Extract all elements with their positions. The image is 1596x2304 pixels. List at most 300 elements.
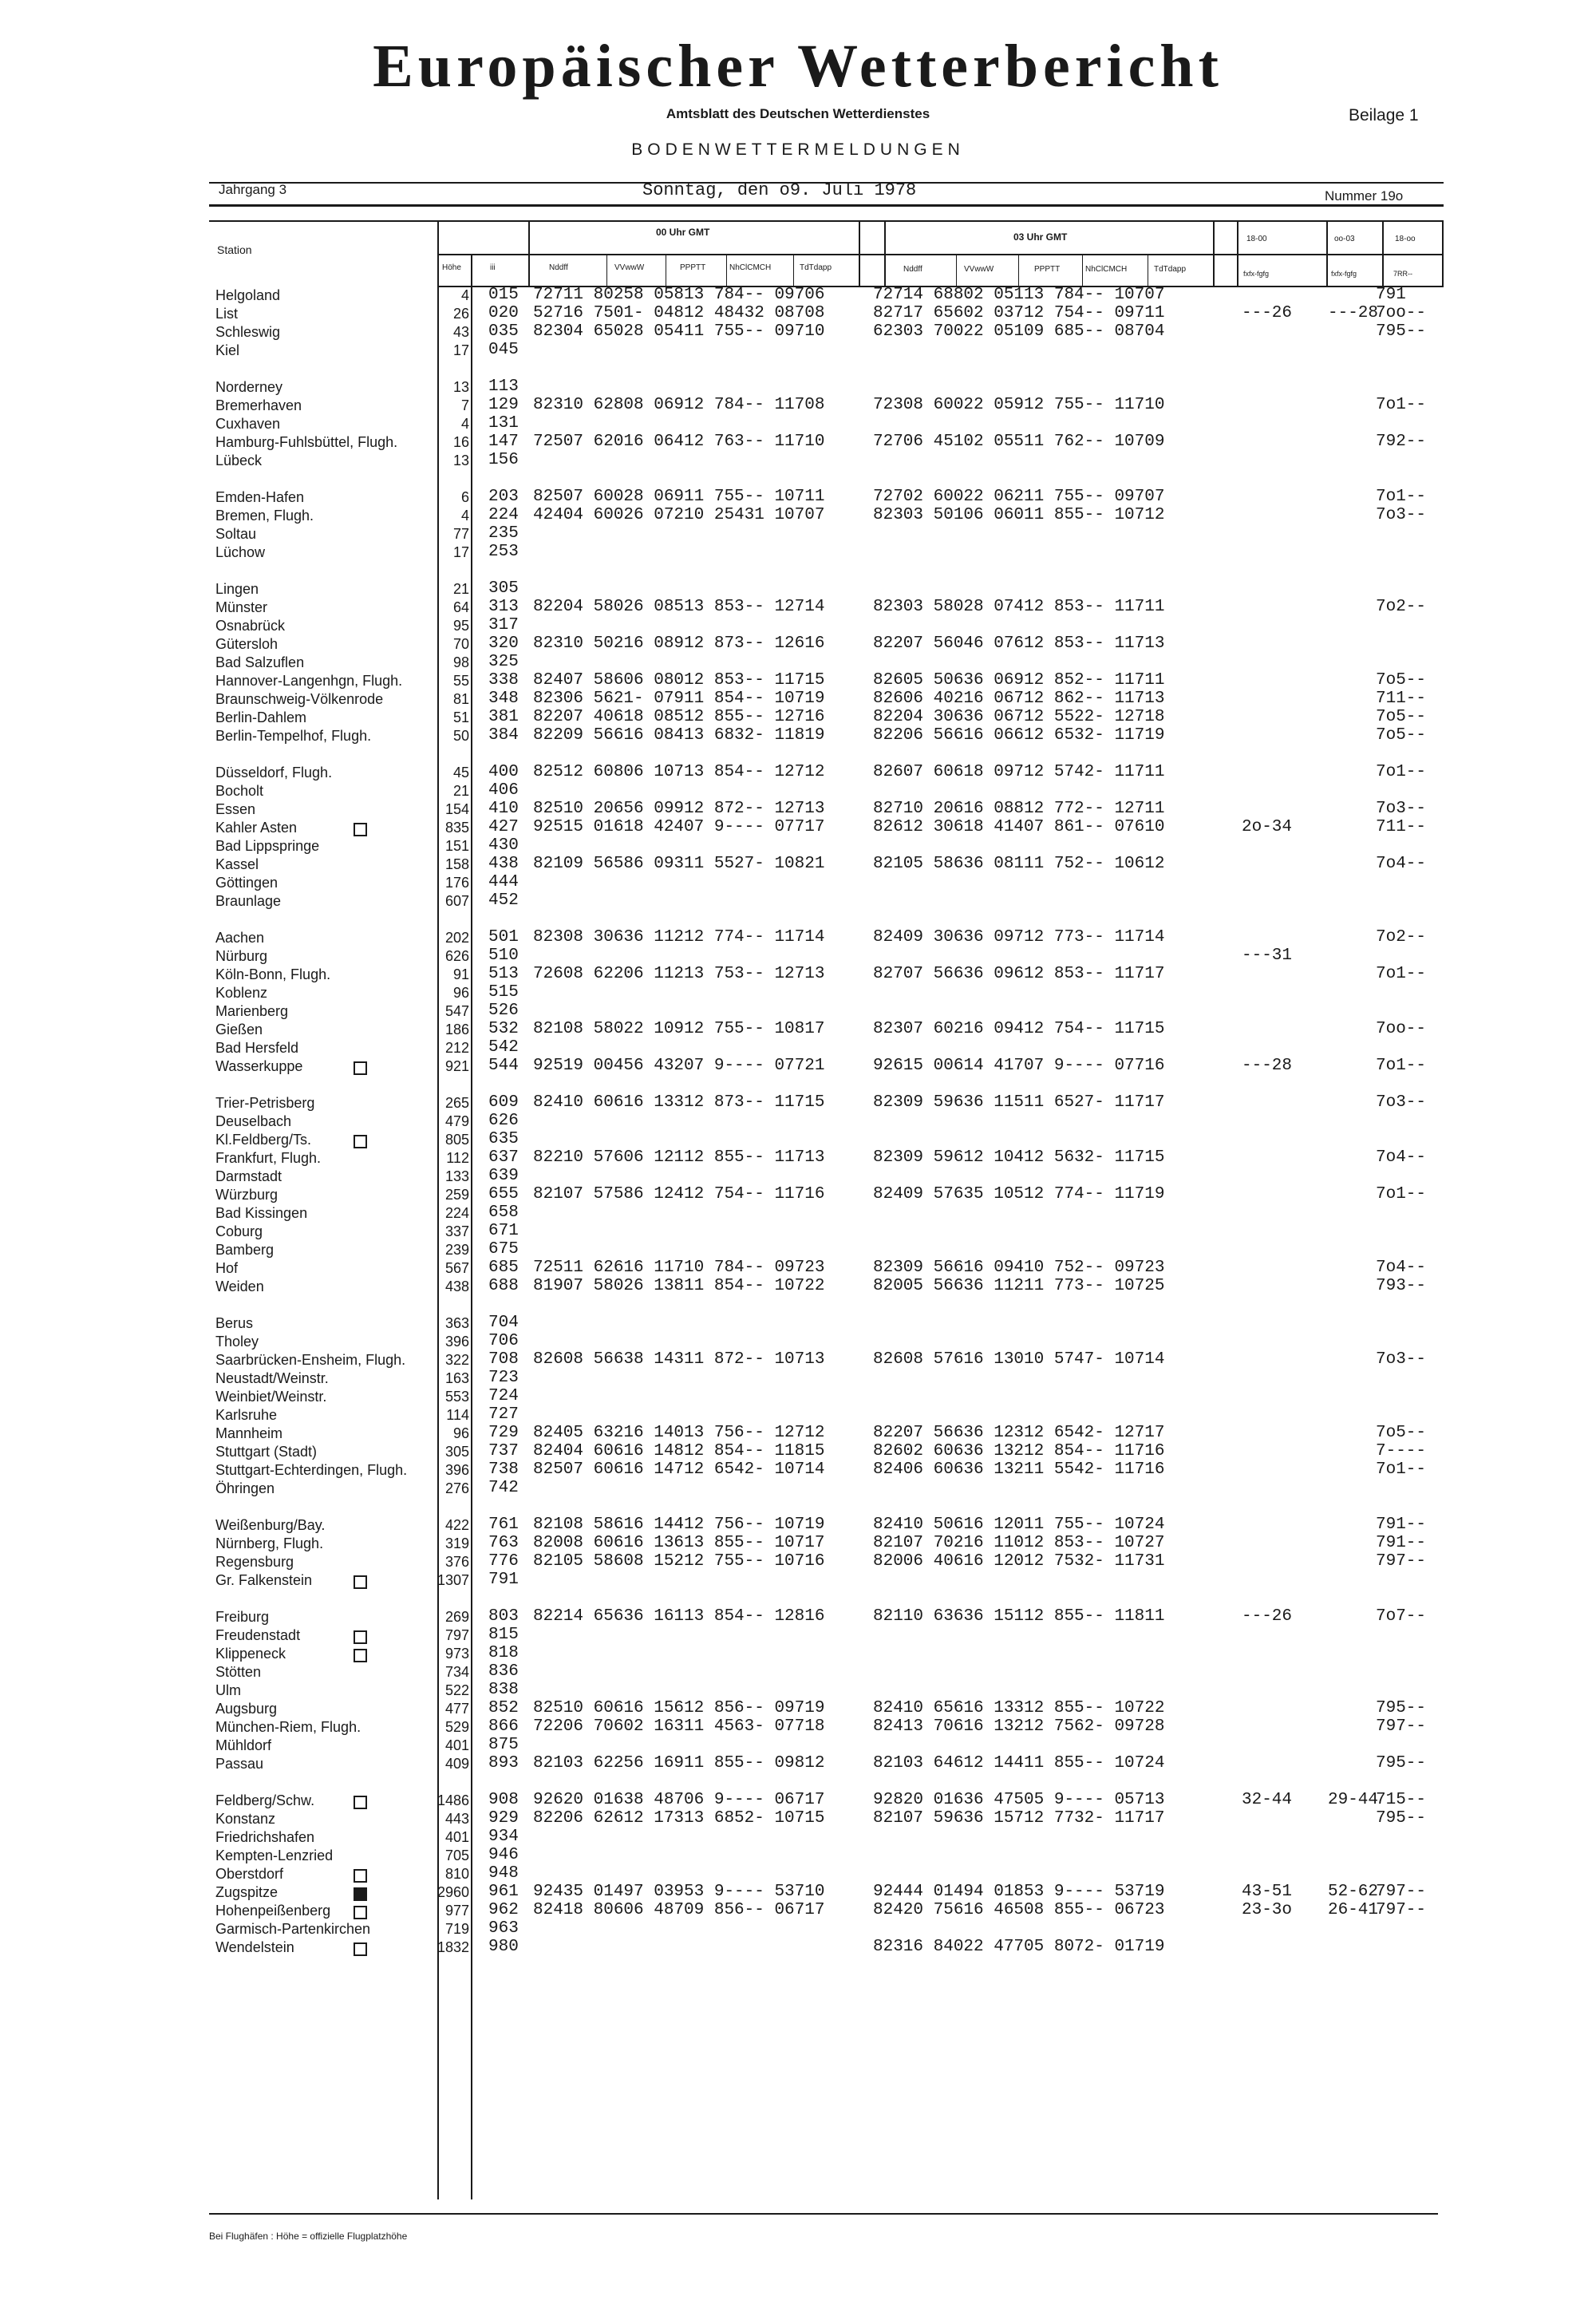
station-iii: 818 — [488, 1644, 519, 1662]
station-name: Aachen — [215, 930, 265, 946]
obs-00-gmt: 82204 58026 08513 853-- 12714 — [533, 598, 825, 616]
station-height: 719 — [444, 1921, 469, 1937]
station-name: Trier-Petrisberg — [215, 1095, 315, 1111]
station-iii: 962 — [488, 1901, 519, 1919]
header-03-tdtd: TdTdapp — [1154, 265, 1187, 274]
col-divider-iii — [528, 220, 530, 287]
subcol-divider — [1082, 255, 1083, 286]
station-iii: 934 — [488, 1828, 519, 1846]
station-name: Klippeneck — [215, 1646, 286, 1662]
station-iii: 658 — [488, 1203, 519, 1222]
station-iii: 723 — [488, 1369, 519, 1387]
station-iii: 430 — [488, 836, 519, 855]
station-height: 396 — [444, 1462, 469, 1478]
station-name: Karlsruhe — [215, 1407, 278, 1423]
station-height: 835 — [444, 820, 469, 836]
extra-r3: 7o3-- — [1376, 800, 1427, 818]
station-name: Zugspitze — [215, 1884, 279, 1900]
extra-r3: 711-- — [1376, 818, 1427, 836]
obs-03-gmt: 82717 65602 03712 754-- 09711 — [873, 304, 1165, 322]
station-height: 973 — [444, 1646, 469, 1662]
station-name: Mannheim — [215, 1425, 283, 1441]
filled-square-icon — [354, 1887, 367, 1901]
station-name: Frankfurt, Flugh. — [215, 1150, 322, 1166]
obs-03-gmt: 82409 30636 09712 773-- 11714 — [873, 928, 1165, 946]
station-height: 4 — [460, 416, 469, 432]
obs-00-gmt: 82207 40618 08512 855-- 12716 — [533, 708, 825, 726]
station-iii: 305 — [488, 579, 519, 598]
station-name: Gr. Falkenstein — [215, 1572, 313, 1588]
station-height: 805 — [444, 1132, 469, 1148]
station-name: Kiel — [215, 342, 240, 358]
footer-note: Bei Flughäfen : Höhe = offizielle Flugplatzhöhe — [209, 2231, 408, 2242]
station-name: Coburg — [215, 1223, 263, 1239]
extra-r2: ---28 — [1328, 304, 1379, 322]
station-iii: 946 — [488, 1846, 519, 1864]
station-iii: 609 — [488, 1093, 519, 1112]
station-iii: 544 — [488, 1057, 519, 1075]
station-name: Regensburg — [215, 1554, 294, 1570]
square-icon — [354, 1942, 367, 1956]
station-name: Nürnberg, Flugh. — [215, 1535, 324, 1551]
station-name: Lüchow — [215, 544, 266, 560]
extra-r3: 7o1-- — [1376, 1185, 1427, 1203]
station-iii: 635 — [488, 1130, 519, 1148]
square-icon — [354, 1906, 367, 1919]
obs-00-gmt: 82310 50216 08912 873-- 12616 — [533, 634, 825, 653]
station-name: Hof — [215, 1260, 239, 1276]
obs-03-gmt: 82608 57616 13010 5747- 10714 — [873, 1350, 1165, 1369]
extra-r3: 791-- — [1376, 1534, 1427, 1552]
station-iii: 526 — [488, 1002, 519, 1020]
subtitle: Amtsblatt des Deutschen Wetterdienstes — [666, 106, 930, 121]
obs-00-gmt: 72507 62016 06412 763-- 11710 — [533, 433, 825, 451]
station-name: Essen — [215, 801, 256, 817]
station-height: 477 — [444, 1701, 469, 1717]
station-height: 202 — [444, 930, 469, 946]
station-iii: 737 — [488, 1442, 519, 1460]
station-iii: 675 — [488, 1240, 519, 1259]
station-height: 45 — [452, 765, 469, 781]
station-height: 17 — [452, 342, 469, 358]
station-name: Bad Salzuflen — [215, 654, 305, 670]
station-iii: 688 — [488, 1277, 519, 1295]
obs-00-gmt: 72608 62206 11213 753-- 12713 — [533, 965, 825, 983]
station-name: Lübeck — [215, 453, 263, 468]
obs-03-gmt: 82206 56616 06612 6532- 11719 — [873, 726, 1165, 745]
station-iii: 655 — [488, 1185, 519, 1203]
station-iii: 704 — [488, 1314, 519, 1332]
station-height: 114 — [446, 1407, 469, 1423]
obs-00-gmt: 82407 58606 08012 853-- 11715 — [533, 671, 825, 690]
station-height: 158 — [444, 856, 469, 872]
station-name: Darmstadt — [215, 1168, 282, 1184]
station-height: 16 — [452, 434, 469, 450]
station-height: 112 — [446, 1150, 469, 1166]
station-name: Emden-Hafen — [215, 489, 305, 505]
station-iii: 639 — [488, 1167, 519, 1185]
extra-r1: ---26 — [1242, 1607, 1293, 1626]
header-03-vvwww: VVwwW — [964, 265, 994, 274]
header-03-ppptt: PPPTT — [1034, 265, 1061, 274]
station-iii: 235 — [488, 524, 519, 543]
obs-03-gmt: 82413 70616 13212 7562- 09728 — [873, 1717, 1165, 1736]
extra-r2: 26-41 — [1328, 1901, 1379, 1919]
station-iii: 410 — [488, 800, 519, 818]
obs-03-gmt: 82406 60636 13211 5542- 11716 — [873, 1460, 1165, 1479]
extra-r3: 7o5-- — [1376, 708, 1427, 726]
obs-00-gmt: 82107 57586 12412 754-- 11716 — [533, 1185, 825, 1203]
station-iii: 253 — [488, 543, 519, 561]
station-iii: 313 — [488, 598, 519, 616]
station-height: 438 — [444, 1278, 469, 1294]
obs-03-gmt: 72714 68802 05113 784-- 10707 — [873, 286, 1165, 304]
extra-r3: 7o1-- — [1376, 1057, 1427, 1075]
station-iii: 400 — [488, 763, 519, 781]
station-name: Schleswig — [215, 324, 281, 340]
station-height: 2960 — [437, 1884, 469, 1900]
station-name: Berlin-Tempelhof, Flugh. — [215, 728, 372, 744]
header-iii: iii — [490, 263, 496, 272]
station-height: 396 — [444, 1334, 469, 1350]
obs-00-gmt: 82306 5621- 07911 854-- 10719 — [533, 690, 825, 708]
extra-r1: 43-51 — [1242, 1883, 1293, 1901]
station-iii: 763 — [488, 1534, 519, 1552]
station-iii: 875 — [488, 1736, 519, 1754]
station-iii: 045 — [488, 341, 519, 359]
extra-r3: 793-- — [1376, 1277, 1427, 1295]
station-iii: 852 — [488, 1699, 519, 1717]
obs-03-gmt: 82107 70216 11012 853-- 10727 — [873, 1534, 1165, 1552]
station-name: Stötten — [215, 1664, 262, 1680]
station-iii: 015 — [488, 286, 519, 304]
obs-03-gmt: 82420 75616 46508 855-- 06723 — [873, 1901, 1165, 1919]
extra-r3: 7o2-- — [1376, 928, 1427, 946]
obs-00-gmt: 82507 60616 14712 6542- 10714 — [533, 1460, 825, 1479]
col-divider-right — [1442, 220, 1444, 287]
station-iii: 542 — [488, 1038, 519, 1057]
extra-r3: 7o5-- — [1376, 1424, 1427, 1442]
station-name: Würzburg — [215, 1187, 279, 1203]
obs-00-gmt: 72711 80258 05813 784-- 09706 — [533, 286, 825, 304]
station-name: Bremerhaven — [215, 397, 302, 413]
station-name: Öhringen — [215, 1480, 275, 1496]
station-height: 376 — [444, 1554, 469, 1570]
obs-03-gmt: 82309 59612 10412 5632- 11715 — [873, 1148, 1165, 1167]
station-iii: 513 — [488, 965, 519, 983]
obs-00-gmt: 82109 56586 09311 5527- 10821 — [533, 855, 825, 873]
station-name: Garmisch-Partenkirchen — [215, 1921, 371, 1937]
extra-r1: ---28 — [1242, 1057, 1293, 1075]
station-iii: 961 — [488, 1883, 519, 1901]
station-iii: 761 — [488, 1516, 519, 1534]
obs-00-gmt: 82108 58022 10912 755-- 10817 — [533, 1020, 825, 1038]
col-divider-r3 — [1382, 220, 1384, 287]
obs-00-gmt: 82510 60616 15612 856-- 09719 — [533, 1699, 825, 1717]
station-height: 96 — [452, 1425, 469, 1441]
station-iii: 113 — [488, 377, 519, 396]
station-iii: 203 — [488, 488, 519, 506]
header-r1: 18-00 — [1246, 235, 1267, 243]
station-iii: 501 — [488, 928, 519, 946]
station-height: 50 — [452, 728, 469, 744]
extra-r3: 795-- — [1376, 1809, 1427, 1828]
table-mid-rule — [437, 254, 1444, 255]
station-height: 322 — [444, 1352, 469, 1368]
col-divider-gmt00 — [859, 220, 860, 287]
station-height: 95 — [452, 618, 469, 634]
station-height: 265 — [444, 1095, 469, 1111]
station-iii: 948 — [488, 1864, 519, 1883]
extra-r3: 795-- — [1376, 1754, 1427, 1772]
station-name: Passau — [215, 1756, 264, 1772]
obs-03-gmt: 82409 57635 10512 774-- 11719 — [873, 1185, 1165, 1203]
extra-r3: 7o2-- — [1376, 598, 1427, 616]
station-height: 70 — [452, 636, 469, 652]
station-name: Braunschweig-Völkenrode — [215, 691, 384, 707]
obs-03-gmt: 82606 40216 06712 862-- 11713 — [873, 690, 1165, 708]
extra-r2: 52-62 — [1328, 1883, 1379, 1901]
station-name: Bamberg — [215, 1242, 275, 1258]
station-name: Köln-Bonn, Flugh. — [215, 966, 331, 982]
station-name: Nürburg — [215, 948, 268, 964]
station-name: Hohenpeißenberg — [215, 1903, 331, 1919]
extra-r3: 7o3-- — [1376, 506, 1427, 524]
station-iii: 129 — [488, 396, 519, 414]
station-iii: 685 — [488, 1259, 519, 1277]
station-iii: 980 — [488, 1938, 519, 1956]
station-height: 96 — [452, 985, 469, 1001]
station-name: Bremen, Flugh. — [215, 508, 314, 524]
station-name: Saarbrücken-Ensheim, Flugh. — [215, 1352, 406, 1368]
station-height: 21 — [452, 581, 469, 597]
header-03-clouds: NhClCMCH — [1085, 265, 1128, 274]
header-00-nddff: Nddff — [549, 263, 568, 272]
station-name: Kempten-Lenzried — [215, 1848, 334, 1863]
station-iii: 452 — [488, 891, 519, 910]
header-r1b: fxfx-fgfg — [1243, 270, 1270, 278]
extra-r3: 7o1-- — [1376, 965, 1427, 983]
obs-00-gmt: 82304 65028 05411 755-- 09710 — [533, 322, 825, 341]
station-height: 151 — [444, 838, 469, 854]
extra-r3: 711-- — [1376, 690, 1427, 708]
station-height: 269 — [444, 1609, 469, 1625]
station-height: 305 — [444, 1444, 469, 1460]
station-height: 626 — [444, 948, 469, 964]
obs-00-gmt: 82310 62808 06912 784-- 11708 — [533, 396, 825, 414]
obs-03-gmt: 82309 56616 09410 752-- 09723 — [873, 1259, 1165, 1277]
obs-00-gmt: 82210 57606 12112 855-- 11713 — [533, 1148, 825, 1167]
square-icon — [354, 1649, 367, 1662]
extra-r1: 32-44 — [1242, 1791, 1293, 1809]
station-height: 51 — [452, 709, 469, 725]
station-name: Soltau — [215, 526, 257, 542]
extra-r1: ---26 — [1242, 304, 1293, 322]
station-name: Weinbiet/Weinstr. — [215, 1389, 327, 1405]
station-height: 133 — [444, 1168, 469, 1184]
extra-r3: 7o7-- — [1376, 1607, 1427, 1626]
station-name: Augsburg — [215, 1701, 278, 1717]
obs-03-gmt: 82710 20616 08812 772-- 12711 — [873, 800, 1165, 818]
obs-00-gmt: 82608 56638 14311 872-- 10713 — [533, 1350, 825, 1369]
station-iii: 020 — [488, 304, 519, 322]
station-iii: 035 — [488, 322, 519, 341]
station-height: 522 — [444, 1682, 469, 1698]
obs-03-gmt: 82005 56636 11211 773-- 10725 — [873, 1277, 1165, 1295]
station-name: Stuttgart-Echterdingen, Flugh. — [215, 1462, 408, 1478]
header-00-clouds: NhClCMCH — [729, 263, 772, 272]
header-00-vvwww: VVwwW — [614, 263, 645, 272]
extra-r3: 797-- — [1376, 1883, 1427, 1901]
station-height: 13 — [452, 453, 469, 468]
obs-00-gmt: 82308 30636 11212 774-- 11714 — [533, 928, 825, 946]
station-name: Düsseldorf, Flugh. — [215, 765, 333, 781]
station-name: Freudenstadt — [215, 1627, 301, 1643]
station-iii: 893 — [488, 1754, 519, 1772]
obs-03-gmt: 72706 45102 05511 762-- 10709 — [873, 433, 1165, 451]
station-height: 810 — [444, 1866, 469, 1882]
station-height: 4 — [460, 508, 469, 524]
station-name: Bad Kissingen — [215, 1205, 308, 1221]
subcol-divider — [606, 255, 607, 286]
station-iii: 791 — [488, 1571, 519, 1589]
station-iii: 131 — [488, 414, 519, 433]
station-iii: 838 — [488, 1681, 519, 1699]
station-height: 977 — [444, 1903, 469, 1919]
header-r2: oo-03 — [1334, 235, 1355, 243]
station-height: 1486 — [437, 1792, 469, 1808]
extra-r1: 23-3o — [1242, 1901, 1293, 1919]
station-iii: 729 — [488, 1424, 519, 1442]
obs-03-gmt: 82605 50636 06912 852-- 11711 — [873, 671, 1165, 690]
station-name: Osnabrück — [215, 618, 286, 634]
station-name: Göttingen — [215, 875, 279, 891]
obs-03-gmt: 82410 65616 13312 855-- 10722 — [873, 1699, 1165, 1717]
station-iii: 515 — [488, 983, 519, 1002]
extra-r3: 795-- — [1376, 322, 1427, 341]
station-height: 734 — [444, 1664, 469, 1680]
station-height: 409 — [444, 1756, 469, 1772]
station-iii: 510 — [488, 946, 519, 965]
station-height: 224 — [444, 1205, 469, 1221]
station-height: 13 — [452, 379, 469, 395]
obs-00-gmt: 72511 62616 11710 784-- 09723 — [533, 1259, 825, 1277]
obs-03-gmt: 92444 01494 01853 9---- 53719 — [873, 1883, 1165, 1901]
station-height: 443 — [444, 1811, 469, 1827]
station-name: München-Riem, Flugh. — [215, 1719, 361, 1735]
station-iii: 908 — [488, 1791, 519, 1809]
station-name: Münster — [215, 599, 268, 615]
header-station: Station — [217, 243, 252, 256]
station-height: 154 — [444, 801, 469, 817]
station-iii: 325 — [488, 653, 519, 671]
station-name: Kahler Asten — [215, 820, 298, 836]
obs-00-gmt: 81907 58026 13811 854-- 10722 — [533, 1277, 825, 1295]
header-03-nddff: Nddff — [903, 265, 922, 274]
obs-00-gmt: 82404 60616 14812 854-- 11815 — [533, 1442, 825, 1460]
station-name: Weißenburg/Bay. — [215, 1517, 326, 1533]
subcol-divider — [726, 255, 727, 286]
station-iii: 348 — [488, 690, 519, 708]
footer-rule — [209, 2213, 1438, 2215]
station-iii: 532 — [488, 1020, 519, 1038]
station-height: 64 — [452, 599, 469, 615]
jahrgang-label: Jahrgang 3 — [219, 182, 287, 197]
station-name: Bad Hersfeld — [215, 1040, 299, 1056]
station-height: 401 — [444, 1737, 469, 1753]
extra-r3: 797-- — [1376, 1717, 1427, 1736]
station-iii: 637 — [488, 1148, 519, 1167]
station-name: Wendelstein — [215, 1939, 294, 1955]
obs-00-gmt: 82108 58616 14412 756-- 10719 — [533, 1516, 825, 1534]
table-top-rule — [209, 220, 1444, 222]
nummer-label: Nummer 19o — [1325, 188, 1404, 204]
extra-r3: 7o4-- — [1376, 855, 1427, 873]
station-iii: 929 — [488, 1809, 519, 1828]
station-name: Bocholt — [215, 783, 264, 799]
station-iii: 815 — [488, 1626, 519, 1644]
obs-00-gmt: 82418 80606 48709 856-- 06717 — [533, 1901, 825, 1919]
obs-03-gmt: 82204 30636 06712 5522- 12718 — [873, 708, 1165, 726]
station-iii: 866 — [488, 1717, 519, 1736]
col-divider-gmt03 — [1213, 220, 1215, 287]
station-height: 4 — [460, 287, 469, 303]
obs-03-gmt: 92820 01636 47505 9---- 05713 — [873, 1791, 1165, 1809]
col-divider-gap — [884, 220, 886, 287]
station-iii: 438 — [488, 855, 519, 873]
station-height: 55 — [452, 673, 469, 689]
obs-00-gmt: 82008 60616 13613 855-- 10717 — [533, 1534, 825, 1552]
obs-00-gmt: 82103 62256 16911 855-- 09812 — [533, 1754, 825, 1772]
col-divider-r2 — [1326, 220, 1328, 287]
station-height: 921 — [444, 1058, 469, 1074]
page-title: Europäischer Wetterbericht — [373, 33, 1223, 100]
obs-00-gmt: 82410 60616 13312 873-- 11715 — [533, 1093, 825, 1112]
obs-00-gmt: 92620 01638 48706 9---- 06717 — [533, 1791, 825, 1809]
subcol-divider — [956, 255, 957, 286]
station-name: Weiden — [215, 1278, 264, 1294]
col-divider-hoehe — [471, 254, 472, 2199]
station-height: 212 — [444, 1040, 469, 1056]
header-hoehe: Höhe — [442, 263, 461, 272]
obs-00-gmt: 82209 56616 08413 6832- 11819 — [533, 726, 825, 745]
station-iii: 444 — [488, 873, 519, 891]
extra-r3: 7o5-- — [1376, 671, 1427, 690]
station-name: Cuxhaven — [215, 416, 281, 432]
obs-03-gmt: 82006 40616 12012 7532- 11731 — [873, 1552, 1165, 1571]
station-name: Berus — [215, 1315, 254, 1331]
obs-03-gmt: 82303 50106 06011 855-- 10712 — [873, 506, 1165, 524]
station-iii: 406 — [488, 781, 519, 800]
station-name: Friedrichshafen — [215, 1829, 315, 1845]
header-r3b: 7RR-- — [1393, 270, 1412, 278]
obs-03-gmt: 82309 59636 11511 6527- 11717 — [873, 1093, 1165, 1112]
station-name: Hannover-Langenhgn, Flugh. — [215, 673, 403, 689]
station-name: Braunlage — [215, 893, 282, 909]
station-name: Neustadt/Weinstr. — [215, 1370, 329, 1386]
square-icon — [354, 823, 367, 836]
station-height: 276 — [444, 1480, 469, 1496]
header-r3: 18-oo — [1395, 235, 1416, 243]
station-iii: 803 — [488, 1607, 519, 1626]
extra-r3: 7o5-- — [1376, 726, 1427, 745]
station-height: 77 — [452, 526, 469, 542]
obs-03-gmt: 82105 58636 08111 752-- 10612 — [873, 855, 1165, 873]
date-label: Sonntag, den o9. Juli 1978 — [642, 180, 917, 200]
station-height: 529 — [444, 1719, 469, 1735]
obs-03-gmt: 82103 64612 14411 855-- 10724 — [873, 1754, 1165, 1772]
square-icon — [354, 1575, 367, 1589]
